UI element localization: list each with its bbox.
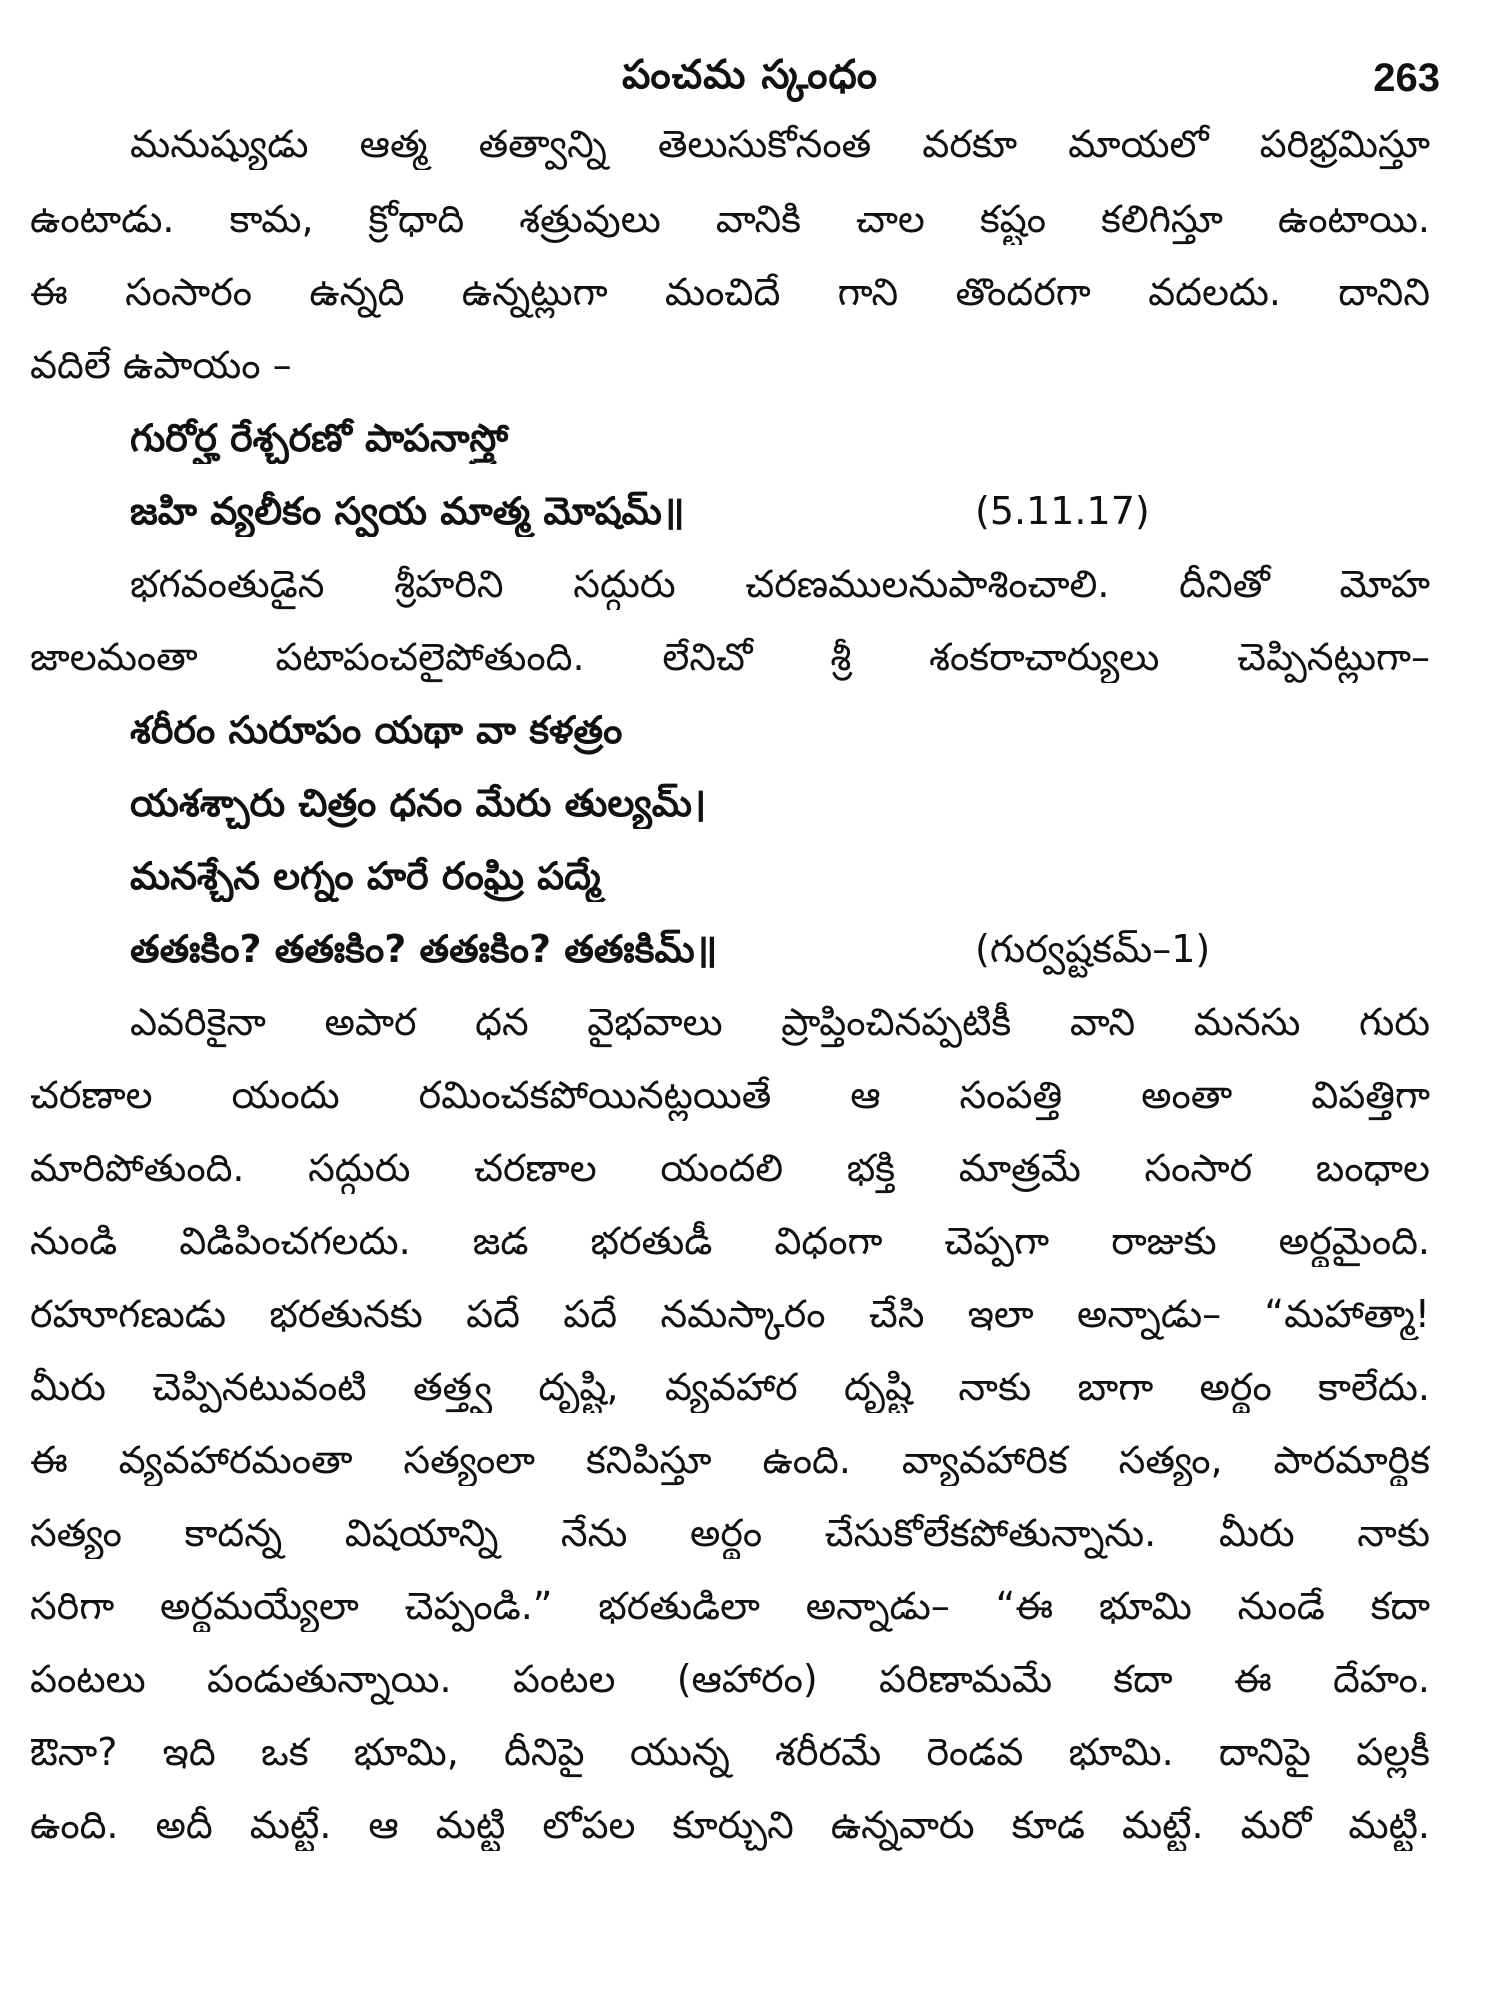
verse-line: గురోర్హ రేశ్చరణో పాపనాస్త్రో xyxy=(130,416,509,460)
text-line: చరణాల యందు రమించకపోయినట్లయితే ఆ సంపత్తి అంతా విపత్తిగా xyxy=(30,1073,1430,1117)
verse-line: యశశ్చారు చిత్రం ధనం మేరు తుల్యమ్। xyxy=(130,781,707,825)
text-line: మీరు చెప్పినటువంటి తత్త్వ దృష్టి, వ్యవహార దృష్టి నాకు బాగా అర్థం కాలేదు. xyxy=(30,1365,1430,1409)
verse-line: జహి వ్యలీకం స్వయ మాత్మ మోషమ్॥ xyxy=(130,489,685,533)
text-line: ఎవరికైనా అపార ధన వైభవాలు ప్రాప్తించినప్పటికీ వాని మనసు గురు xyxy=(130,1000,1430,1044)
text-line: సత్యం కాదన్న విషయాన్ని నేను అర్థం చేసుకోలేకపోతున్నాను. మీరు నాకు xyxy=(30,1511,1430,1555)
text-line: మారిపోతుంది. సద్గురు చరణాల యందలి భక్తి మాత్రమే సంసార బంధాల xyxy=(30,1146,1430,1190)
text-line: ఔనా? ఇది ఒక భూమి, దీనిపై యున్న శరీరమే రెండవ భూమి. దానిపై పల్లకీ xyxy=(30,1730,1430,1774)
page-number: 263 xyxy=(1373,56,1440,100)
text-line: ఈ వ్యవహారమంతా సత్యంలా కనిపిస్తూ ఉంది. వ్యావహారిక సత్యం, పారమార్థిక xyxy=(30,1438,1430,1482)
text-line: సరిగా అర్థమయ్యేలా చెప్పండి.” భరతుడిలా అన్నాడు– “ఈ భూమి నుండే కదా xyxy=(30,1584,1430,1628)
text-line: భగవంతుడైన శ్రీహరిని సద్గురు చరణములనుపాశించాలి. దీనితో మోహ xyxy=(130,562,1430,606)
page-title: పంచమ స్కంధం xyxy=(621,52,878,98)
text-line: ఈ సంసారం ఉన్నది ఉన్నట్లుగా మంచిదే గాని తొందరగా వదలదు. దానిని xyxy=(30,270,1430,314)
text-line: వదిలే ఉపాయం – xyxy=(30,343,292,387)
verse-line: శరీరం సురూపం యథా వా కళత్రం xyxy=(130,708,623,752)
text-line: రహూగణుడు భరతునకు పదే పదే నమస్కారం చేసి ఇలా అన్నాడు– “మహాత్మా! xyxy=(30,1292,1430,1336)
verse-line: మనశ్చేన లగ్నం హరే రంఘ్రి పద్మే xyxy=(130,854,601,898)
verse-reference: (గుర్వష్టకమ్–1) xyxy=(975,927,1211,971)
text-line: పంటలు పండుతున్నాయి. పంటల (ఆహారం) పరిణామమే కదా ఈ దేహం. xyxy=(30,1657,1430,1701)
text-line: జాలమంతా పటాపంచలైపోతుంది. లేనిచో శ్రీ శంకరాచార్యులు చెప్పినట్లుగా– xyxy=(30,635,1430,679)
verse-reference: (5.11.17) xyxy=(975,489,1150,533)
text-line: నుండి విడిపించగలదు. జడ భరతుడీ విధంగా చెప్పగా రాజుకు అర్థమైంది. xyxy=(30,1219,1430,1263)
text-line: మనుష్యుడు ఆత్మ తత్వాన్ని తెలుసుకోనంత వరకూ మాయలో పరిభ్రమిస్తూ xyxy=(130,122,1430,166)
verse-line: తతఃకిం? తతఃకిం? తతఃకిం? తతఃకిమ్॥ xyxy=(130,927,718,971)
text-line: ఉంది. అదీ మట్టే. ఆ మట్టి లోపల కూర్చుని ఉన్నవారు కూడ మట్టే. మరో మట్టి. xyxy=(30,1803,1430,1847)
text-line: ఉంటాడు. కామ, క్రోధాది శత్రువులు వానికి చాల కష్టం కలిగిస్తూ ఉంటాయి. xyxy=(30,197,1430,241)
